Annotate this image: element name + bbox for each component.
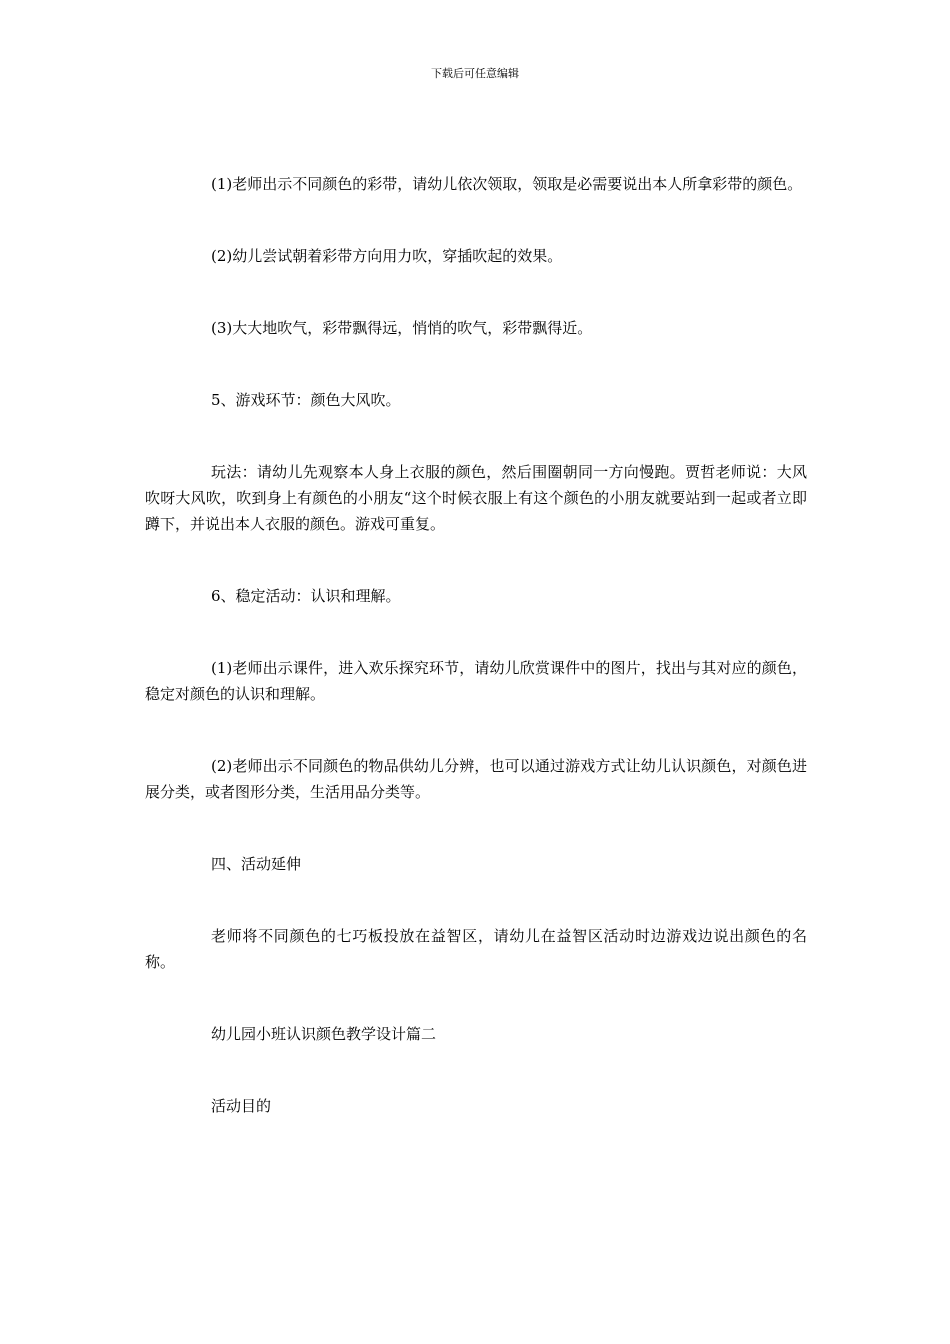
section-heading-game: 5、游戏环节：颜色大风吹。: [211, 391, 401, 409]
paragraph-courseware: (1)老师出示课件，进入欢乐探究环节，请幼儿欣赏课件中的图片，找出与其对应的颜色，稳定对颜色的认识和理解。: [145, 659, 807, 703]
section-heading-consolidate: 6、稳定活动：认识和理解。: [211, 587, 401, 605]
paragraph-game-rules: 玩法：请幼儿先观察本人身上衣服的颜色，然后围圈朝同一方向慢跑。贾哲老师说：大风吹呀大风吹，吹到身上有颜色的小朋友“这个时候衣服上有这个颜色的小朋友就要站到一起或者立即蹲下，并说出本人衣服的颜色。游戏可重复。: [145, 463, 807, 533]
paragraph-1: (1)老师出示不同颜色的彩带，请幼儿依次领取，领取是必需要说出本人所拿彩带的颜色。: [211, 175, 803, 193]
paragraph-2: (2)幼儿尝试朝着彩带方向用力吹，穿插吹起的效果。: [211, 247, 563, 265]
document-body: [145, 171, 807, 1119]
section-heading-extension: 四、活动延伸: [211, 855, 302, 873]
section-heading-goals: 活动目的: [211, 1097, 272, 1115]
paragraph-objects: (2)老师出示不同颜色的物品供幼儿分辨，也可以通过游戏方式让幼儿认识颜色，对颜色进展分类，或者图形分类，生活用品分类等。: [145, 757, 807, 801]
page-header: 下载后可任意编辑: [431, 67, 519, 80]
document-title-part-two: 幼儿园小班认识颜色教学设计篇二: [211, 1025, 437, 1043]
paragraph-tangram: 老师将不同颜色的七巧板投放在益智区，请幼儿在益智区活动时边游戏边说出颜色的名称。: [145, 927, 807, 971]
paragraph-3: (3)大大地吹气，彩带飘得远，悄悄的吹气，彩带飘得近。: [211, 319, 593, 337]
